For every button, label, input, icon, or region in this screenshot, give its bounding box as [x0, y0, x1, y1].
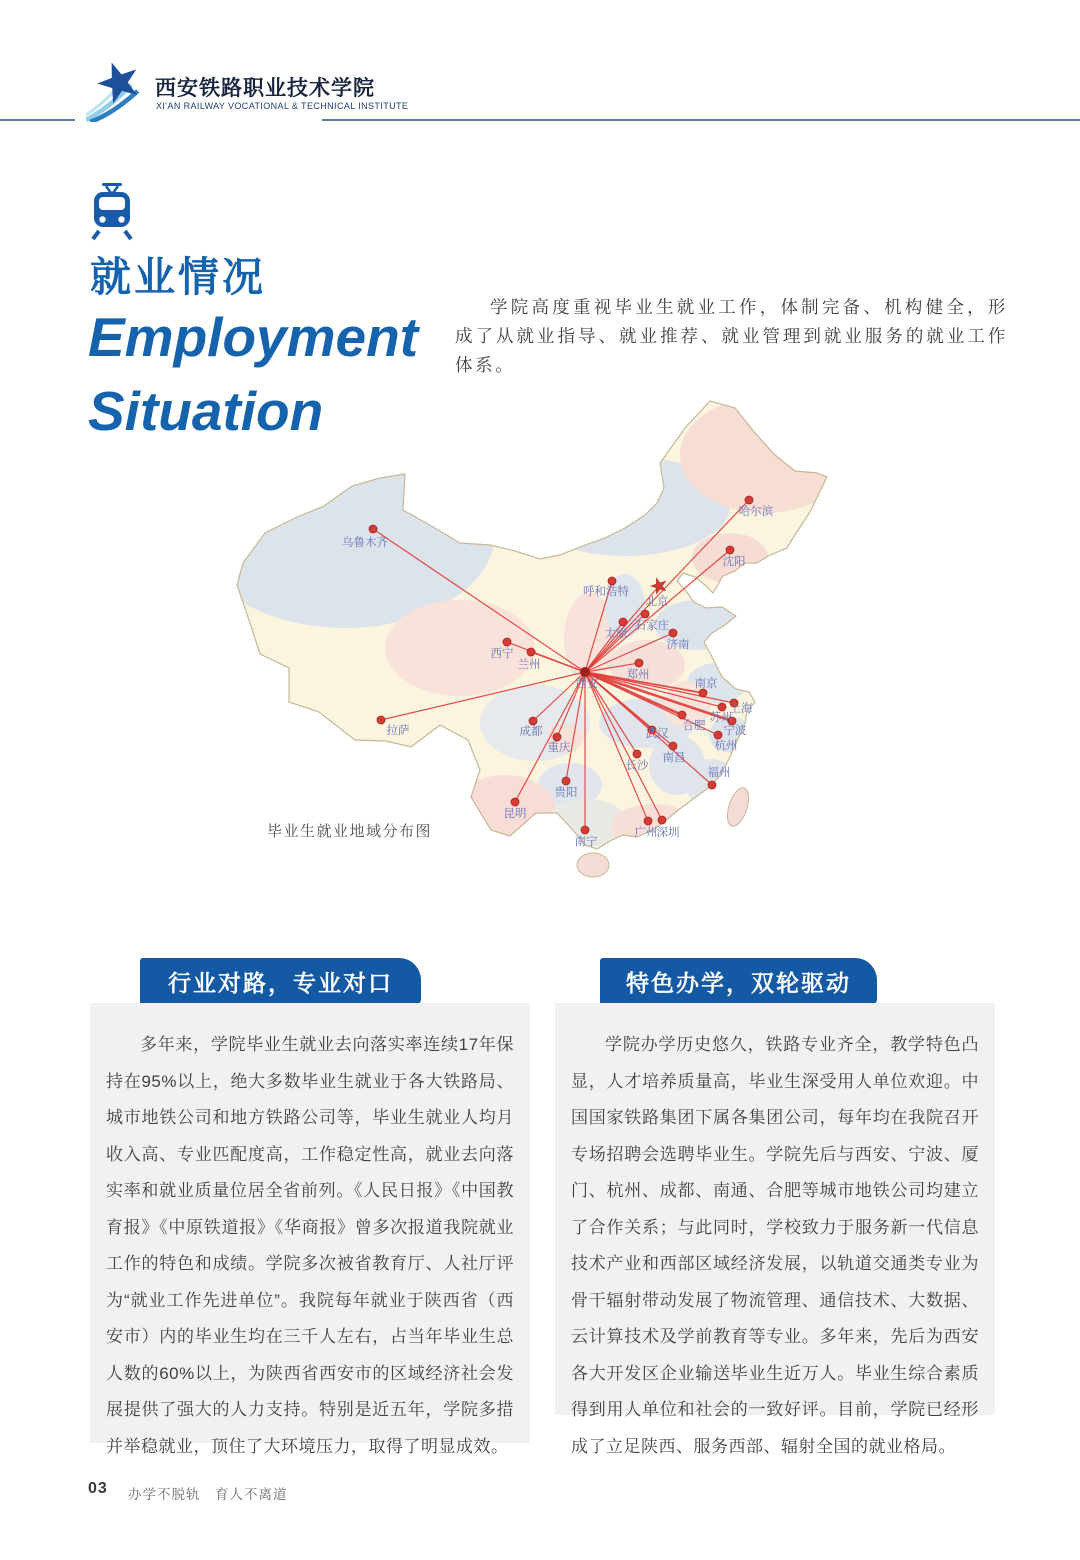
- city-dot-marker: [708, 781, 716, 789]
- city-dot-marker: [699, 689, 707, 697]
- city-label: 广州: [634, 827, 658, 839]
- city-label: 拉萨: [386, 725, 410, 737]
- city-label: 西宁: [490, 648, 514, 660]
- page-number: 03: [88, 1480, 108, 1497]
- page-title-en-line2: Situation: [88, 380, 324, 442]
- city-dot-marker: [658, 816, 666, 824]
- city-dot-marker: [714, 731, 722, 739]
- city-label: 上海: [729, 703, 753, 715]
- city-dot-marker: [503, 638, 511, 646]
- section-paragraph: 多年来，学院毕业生就业去向落实率连续17年保持在95%以上，绝大多数毕业生就业于各大铁路局、城市地铁公司和地方铁路公司等，毕业生就业人均月收入高、专业匹配度高，工作稳定性高，就业去向落实率和就业质量位居全省前列。《人民日报》《中国教育报》《中原铁道报》《华商报》曾多次报道我院就业工作的特色和成绩。学院多次被省教育厅、人社厅评为“就业工作先进单位”。我院每年就业于陕西省（西安市）内的毕业生均在三千人左右，占当年毕业生总人数的60%以上，为陕西省西安市的区域经济社会发展提供了强大的人力支持。特别是近五年，学院多措并举稳就业，顶住了大环境压力，取得了明显成效。: [106, 1035, 514, 1456]
- city-label: 杭州: [714, 740, 738, 752]
- city-dot-marker: [580, 667, 589, 676]
- city-dot-marker: [529, 717, 537, 725]
- city-label: 济南: [666, 639, 690, 651]
- city-label: 郑州: [626, 669, 650, 681]
- taiwan-island: [723, 785, 752, 829]
- city-label: 北京: [645, 596, 669, 608]
- city-label: 贵阳: [554, 787, 578, 799]
- city-label: 呼和浩特: [583, 586, 629, 598]
- city-dot-marker: [718, 703, 726, 711]
- city-label: 南宁: [574, 836, 598, 848]
- footer-tagline: 办学不脱轨 育人不离道: [128, 1487, 288, 1502]
- city-label: 哈尔滨: [738, 506, 774, 518]
- city-dot-marker: [369, 525, 377, 533]
- city-dot-marker: [635, 659, 643, 667]
- section-banner-characteristics: [600, 958, 877, 1005]
- page-title-cn: 就业情况: [90, 254, 266, 300]
- section-body-characteristics: [555, 1003, 995, 1456]
- city-label: 合肥: [682, 720, 706, 732]
- city-dot-marker: [669, 742, 677, 750]
- city-label: 兰州: [517, 659, 541, 671]
- city-label: 昆明: [503, 808, 527, 820]
- city-dot-marker: [678, 711, 686, 719]
- city-label: 苏州: [709, 712, 733, 724]
- city-label: 福州: [707, 767, 731, 779]
- city-dot-marker: [562, 777, 570, 785]
- section-paragraph: 学院办学历史悠久，铁路专业齐全，教学特色凸显，人才培养质量高，毕业生深受用人单位欢迎。中国国家铁路集团下属各集团公司，每年均在我院召开专场招聘会选聘毕业生。学院先后与西安、宁波、厦门、杭州、成都、南通、合肥等城市地铁公司均建立了合作关系；与此同时，学校致力于服务新一代信息技术产业和西部区域经济发展，以轨道交通类专业为骨干辐射带动发展了物流管理、通信技术、大数据、云计算技术及学前教育等专业。多年来，先后为西安各大开发区企业输送毕业生近万人。毕业生综合素质得到用人单位和社会的一致好评。目前，学院已经形成了立足陕西、服务西部、辐射全国的就业格局。: [571, 1035, 979, 1456]
- city-dot-marker: [377, 716, 385, 724]
- city-dot-marker: [644, 817, 652, 825]
- map-caption: 毕业生就业地域分布图: [267, 823, 433, 840]
- institute-name-cn: 西安铁路职业技术学院: [155, 75, 375, 100]
- city-dot-marker: [633, 750, 641, 758]
- city-dot-marker: [669, 629, 677, 637]
- institute-name-en: XI'AN RAILWAY VOCATIONAL & TECHNICAL INSTITUTE: [156, 101, 409, 111]
- city-dot-marker: [608, 577, 616, 585]
- page-title-en-line1: Employment: [88, 306, 419, 368]
- section-title: 行业对路，专业对口: [168, 970, 393, 996]
- institute-star-logo-icon: [86, 58, 148, 122]
- section-title: 特色办学，双轮驱动: [626, 970, 851, 996]
- hainan-island: [577, 853, 609, 877]
- city-label: 长沙: [625, 760, 649, 772]
- header-rule-right: [322, 119, 1080, 121]
- intro-paragraph: 学院高度重视毕业生就业工作，体制完备、机构健全，形成了从就业指导、就业推荐、就业管理到就业服务的就业工作体系。: [455, 297, 1008, 375]
- header-rule-left: [0, 119, 75, 121]
- city-dot-marker: [553, 733, 561, 741]
- city-label: 成都: [519, 726, 543, 738]
- city-dot-marker: [511, 798, 519, 806]
- city-label: 沈阳: [722, 556, 746, 568]
- city-label: 宁波: [723, 725, 747, 737]
- city-dot-marker: [527, 648, 535, 656]
- city-dot-marker: [641, 610, 649, 618]
- city-label: 深圳: [656, 827, 680, 839]
- section-body-industry: [90, 1003, 530, 1456]
- city-label: 西安: [575, 678, 599, 690]
- city-label: 武汉: [645, 728, 669, 740]
- city-dot-marker: [726, 546, 734, 554]
- city-label: 乌鲁木齐: [342, 537, 388, 549]
- city-label: 重庆: [547, 742, 571, 754]
- train-icon: [90, 183, 134, 241]
- section-banner-industry: [140, 958, 421, 1005]
- city-label: 石家庄: [634, 620, 670, 632]
- city-label: 南昌: [662, 752, 686, 764]
- city-label: 太原: [604, 628, 628, 640]
- city-dot-marker: [619, 618, 627, 626]
- city-label: 南京: [694, 678, 718, 690]
- city-dot-marker: [745, 496, 753, 504]
- city-dot-marker: [581, 826, 589, 834]
